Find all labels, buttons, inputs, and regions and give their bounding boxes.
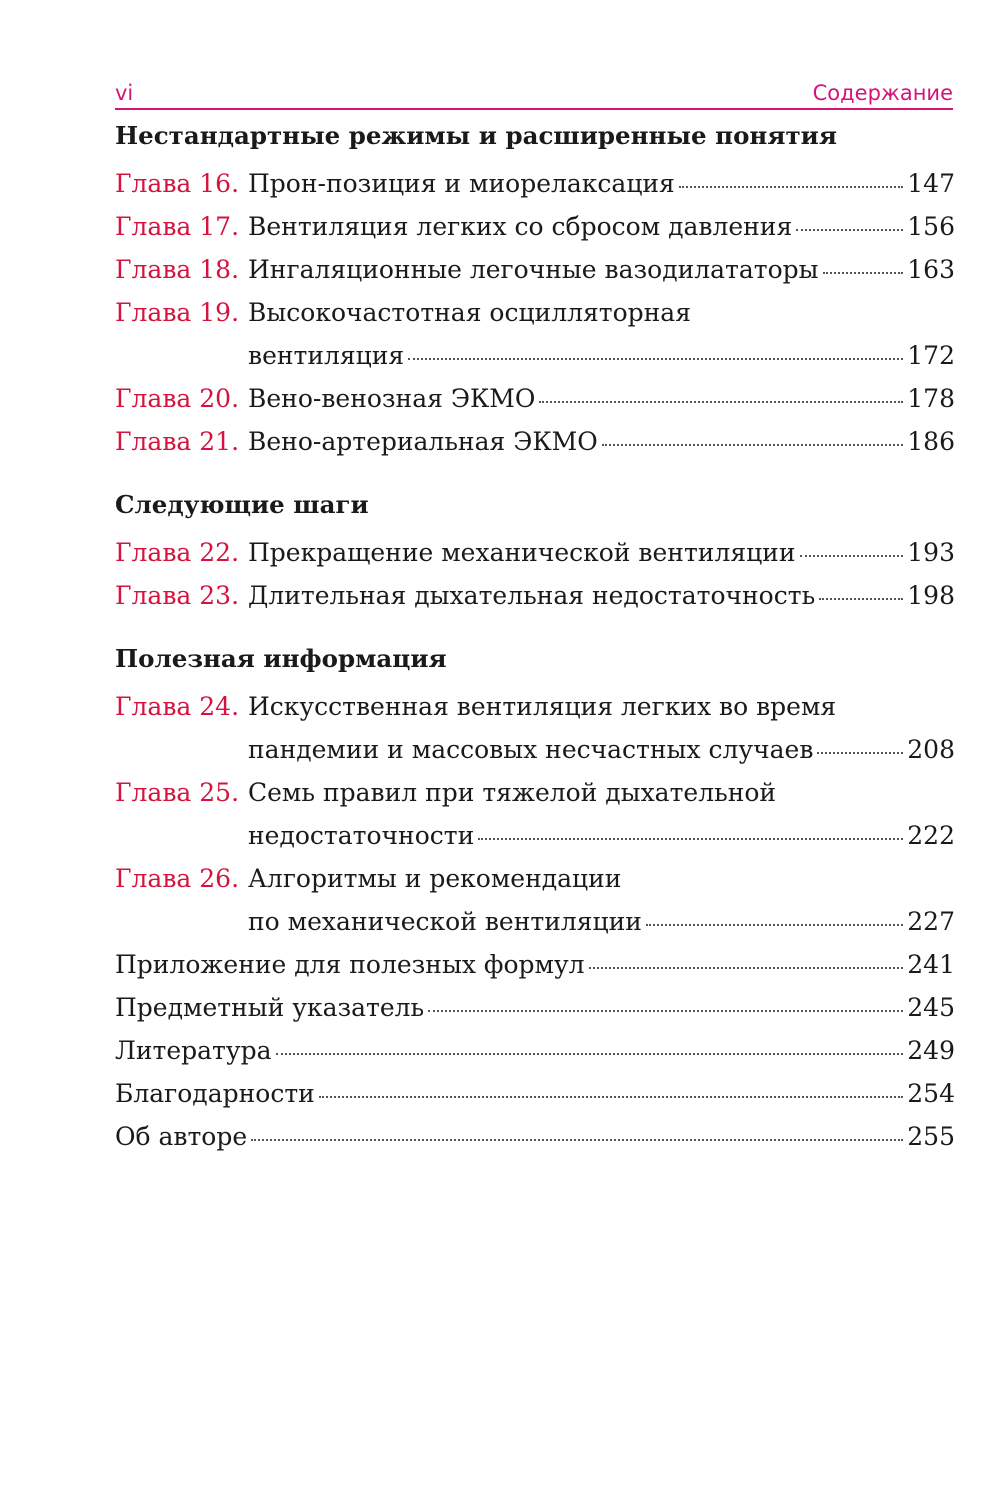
toc-entry-chapter-26[interactable] (115, 857, 955, 943)
toc-entry-appendix[interactable] (115, 943, 955, 986)
page-ref: 172 (907, 341, 955, 370)
page-ref: 255 (907, 1122, 955, 1151)
chapter-title-line-1: Алгоритмы и рекомендации (248, 864, 622, 893)
chapter-title-line-2: недостаточности (248, 821, 475, 850)
page-ref: 193 (907, 538, 955, 567)
table-of-contents (115, 118, 955, 1158)
entry-title: Благодарности (115, 1079, 315, 1108)
page-ref: 198 (907, 581, 955, 610)
toc-section (115, 487, 955, 617)
toc-entry-chapter-18[interactable] (115, 248, 955, 291)
section-title: Следующие шаги (115, 490, 369, 519)
dot-leader (276, 1053, 904, 1055)
running-title: Содержание (812, 81, 953, 105)
toc-entry-chapter-24[interactable] (115, 685, 955, 771)
page-ref: 186 (907, 427, 955, 456)
page-ref: 245 (907, 993, 955, 1022)
chapter-label: Глава 19. (115, 298, 240, 327)
chapter-label: Глава 24. (115, 692, 240, 721)
toc-entry-literature[interactable] (115, 1029, 955, 1072)
dot-leader (251, 1139, 903, 1141)
chapter-title-line-2: пандемии и массовых несчастных случаев (248, 735, 814, 764)
page-ref: 241 (907, 950, 955, 979)
dot-leader (800, 555, 904, 557)
chapter-title: Прон-позиция и миорелаксация (248, 169, 675, 198)
page-number: vi (115, 81, 134, 105)
toc-entry-chapter-23[interactable] (115, 574, 955, 617)
chapter-title: Ингаляционные легочные вазодилататоры (248, 255, 819, 284)
toc-section (115, 118, 955, 463)
entry-title: Предметный указатель (115, 993, 425, 1022)
dot-leader (819, 598, 903, 600)
toc-section (115, 641, 955, 943)
toc-entry-chapter-19[interactable] (115, 291, 955, 377)
chapter-label: Глава 23. (115, 581, 240, 610)
chapter-label: Глава 26. (115, 864, 240, 893)
dot-leader (817, 752, 903, 754)
chapter-title-line-1: Высокочастотная осцилляторная (248, 298, 691, 327)
chapter-title-line-2: вентиляция (248, 341, 405, 370)
toc-entry-chapter-17[interactable] (115, 205, 955, 248)
dot-leader (589, 967, 904, 969)
chapter-label: Глава 25. (115, 778, 240, 807)
toc-entry-chapter-21[interactable] (115, 420, 955, 463)
chapter-title: Длительная дыхательная недостаточность (248, 581, 816, 610)
dot-leader (319, 1096, 903, 1098)
toc-entry-about-author[interactable] (115, 1115, 955, 1158)
chapter-label: Глава 22. (115, 538, 240, 567)
chapter-label: Глава 21. (115, 427, 240, 456)
dot-leader (823, 272, 904, 274)
page-header (115, 76, 953, 110)
dot-leader (796, 229, 903, 231)
page-ref: 178 (907, 384, 955, 413)
dot-leader (428, 1010, 903, 1012)
toc-back-matter (115, 943, 955, 1158)
toc-entry-chapter-22[interactable] (115, 531, 955, 574)
chapter-title: Вено-артериальная ЭКМО (248, 427, 598, 456)
toc-entry-chapter-16[interactable] (115, 162, 955, 205)
dot-leader (602, 444, 904, 446)
chapter-label: Глава 16. (115, 169, 240, 198)
chapter-title-line-1: Семь правил при тяжелой дыхательной (248, 778, 777, 807)
page-ref: 147 (907, 169, 955, 198)
entry-title: Приложение для полезных формул (115, 950, 585, 979)
page-ref: 163 (907, 255, 955, 284)
toc-entry-acknowledgements[interactable] (115, 1072, 955, 1115)
dot-leader (408, 358, 903, 360)
chapter-label: Глава 17. (115, 212, 240, 241)
dot-leader (679, 186, 903, 188)
chapter-label: Глава 18. (115, 255, 240, 284)
toc-entry-chapter-25[interactable] (115, 771, 955, 857)
section-title: Полезная информация (115, 644, 447, 673)
chapter-title-line-2: по механической вентиляции (248, 907, 642, 936)
section-title: Нестандартные режимы и расширенные понятия (115, 121, 837, 150)
page-ref: 254 (907, 1079, 955, 1108)
entry-title: Об авторе (115, 1122, 248, 1151)
chapter-title-line-1: Искусственная вентиляция легких во время (248, 692, 837, 721)
dot-leader (646, 924, 903, 926)
entry-title: Литература (115, 1036, 272, 1065)
toc-entry-chapter-20[interactable] (115, 377, 955, 420)
chapter-label: Глава 20. (115, 384, 240, 413)
toc-entry-index[interactable] (115, 986, 955, 1029)
dot-leader (539, 401, 903, 403)
chapter-title: Вено-венозная ЭКМО (248, 384, 536, 413)
page-ref: 249 (907, 1036, 955, 1065)
page-ref: 156 (907, 212, 955, 241)
chapter-title: Прекращение механической вентиляции (248, 538, 796, 567)
page-ref: 227 (907, 907, 955, 936)
page-ref: 222 (907, 821, 955, 850)
page-ref: 208 (907, 735, 955, 764)
dot-leader (478, 838, 903, 840)
chapter-title: Вентиляция легких со сбросом давления (248, 212, 793, 241)
